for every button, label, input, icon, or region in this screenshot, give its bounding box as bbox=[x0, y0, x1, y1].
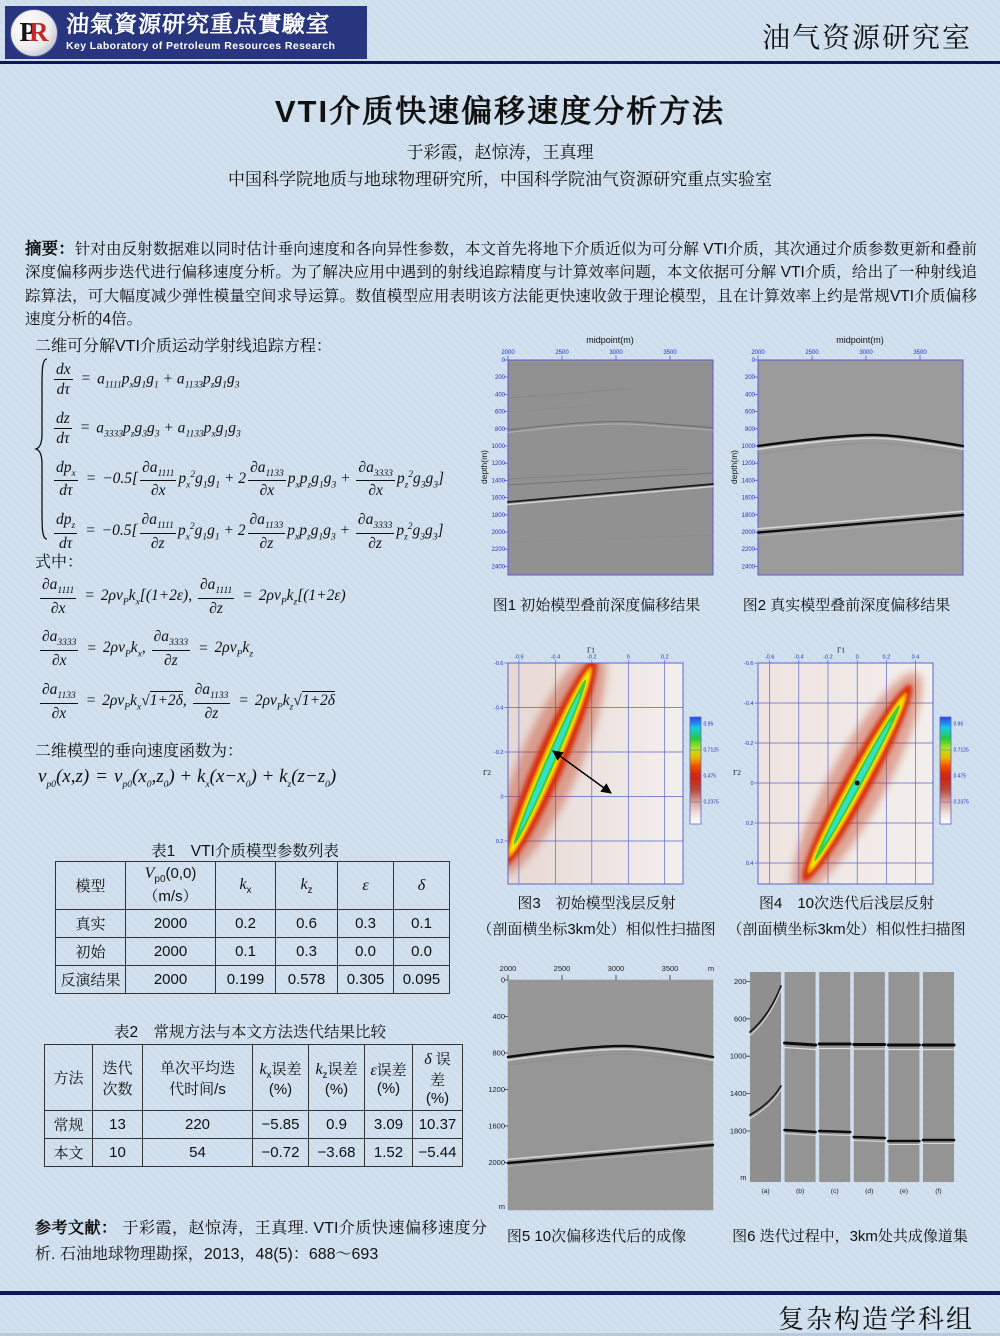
axis-tick-label: 3500 bbox=[661, 964, 679, 973]
table-cell: 本文 bbox=[45, 1139, 93, 1167]
fig1-seismic-image bbox=[508, 360, 713, 575]
table-cell: 0.0 bbox=[338, 938, 394, 966]
table-cell: 0.199 bbox=[216, 966, 276, 994]
axis-tick-label: -0.2 bbox=[587, 654, 597, 661]
axis-tick-label: 200 bbox=[744, 375, 755, 381]
figure-2-panel bbox=[728, 332, 965, 589]
table-cell: 0.1 bbox=[216, 938, 276, 966]
axis-tick-label: 3500 bbox=[913, 350, 927, 356]
axis-tick-label: 0.475 bbox=[953, 773, 967, 780]
fig6-gather-panels bbox=[750, 972, 954, 1182]
figure-4-caption: 图4 10次迭代后浅层反射 （剖面横坐标3km处）相似性扫描图 bbox=[727, 895, 966, 939]
axis-tick-label: 600 bbox=[733, 1014, 747, 1024]
axis-tick-label: 3000 bbox=[609, 350, 623, 356]
figure-6-panel bbox=[722, 960, 972, 1221]
axis-tick-label: 3500 bbox=[663, 350, 677, 356]
coeff-equation-3: $\frac{\partial a_{1133}}{\partial x}$ = $2\rho v_Pk_x√1+2\delta$, $\frac{\partial a_{1133}}{\partial z}$ = $2\rho v_Pk_z√1+2\delta$ bbox=[42, 680, 335, 722]
pr-logo-initials: PR bbox=[19, 17, 42, 47]
fig1-xtick-marks bbox=[508, 356, 670, 361]
table-row bbox=[45, 1111, 463, 1139]
ray-equation-heading: 二维可分解VTI介质运动学射线追踪方程： bbox=[35, 338, 332, 355]
axis-tick-label: 1600 bbox=[488, 1121, 505, 1131]
axis-tick-label: 1600 bbox=[491, 495, 505, 502]
fig2-xlabel: midpoint(m) bbox=[836, 335, 884, 345]
axis-tick-label: 2500 bbox=[555, 350, 569, 356]
axis-tick-label: 0 bbox=[500, 794, 504, 801]
table-cell: 220 bbox=[143, 1111, 253, 1139]
axis-tick-label: (e) bbox=[899, 1188, 909, 1195]
table-row bbox=[56, 966, 450, 994]
lab-name-english: Key Laboratory of Petroleum Resources Research bbox=[66, 40, 336, 53]
brace-icon bbox=[36, 357, 50, 541]
axis-tick-label: m bbox=[707, 964, 715, 973]
axis-tick-label: 1000 bbox=[729, 1051, 747, 1061]
coeff-equation-1: $\frac{\partial a_{1111}}{\partial x}$ = $2\rho v_Pk_x[(1+2\varepsilon)$, $\frac{\partial a_{1111}}{\partial z}$ = $2\rho v_Pk_z[(1+2\varepsilon)$ bbox=[42, 576, 346, 617]
axis-tick-label: 3000 bbox=[859, 350, 873, 356]
figure-4-panel bbox=[728, 644, 969, 894]
table1-caption: 表1 VTI介质模型参数列表 bbox=[151, 843, 339, 860]
table-header-cell: ε误差 (%) bbox=[365, 1045, 413, 1111]
axis-tick-label: (f) bbox=[935, 1188, 942, 1195]
fig2-seismic-image bbox=[758, 360, 963, 575]
abstract-text: 针对由反射数据难以同时估计垂向速度和各向异性参数，本文首先将地下介质近似为可分解 VTI介质，其次通过介质参数更新和叠前深度偏移两步迭代进行偏移速度分析。为了解决应用中遇到的射线追踪精度与计算效率问题，本文依据可分解 VTI介质，给出了一种射线追踪算法，可大幅度减少弹性模量空间求导运算。数值模型应用表明该方法能更快速收敛于理论模型，且在计算效率上约是常规VTI介质偏移速度分析的4倍。 bbox=[25, 240, 977, 328]
axis-tick-label: -0.4 bbox=[550, 654, 561, 661]
fig3-colorbar bbox=[690, 717, 701, 824]
fig4-center-dot bbox=[855, 781, 860, 786]
axis-tick-label: 800 bbox=[744, 426, 755, 433]
figure-2-caption: 图2 真实模型叠前深度偏移结果 bbox=[742, 597, 951, 614]
fig5-seismic-image bbox=[508, 980, 713, 1210]
axis-tick-label: 2000 bbox=[491, 530, 505, 536]
figure-5-caption: 图5 10次偏移迭代后的成像 bbox=[506, 1228, 687, 1245]
axis-tick-label: 0.2375 bbox=[953, 799, 969, 806]
axis-tick-label: 0.95 bbox=[953, 721, 964, 728]
table-cell: 常规 bbox=[45, 1111, 93, 1139]
table-cell: 10.37 bbox=[413, 1111, 463, 1139]
axis-tick-label: 0.4 bbox=[911, 654, 920, 661]
pr-logo-icon bbox=[10, 9, 58, 57]
fig5-ytick-marks bbox=[504, 980, 508, 1163]
fig4-xlabel: Γ1 bbox=[836, 645, 846, 655]
table-cell: 54 bbox=[143, 1139, 253, 1167]
axis-tick-label: 200 bbox=[494, 375, 505, 381]
table-header-cell: $k_z$ bbox=[276, 862, 338, 910]
department-name: 油气资源研究室 bbox=[761, 22, 972, 53]
axis-tick-label: 2000 bbox=[751, 350, 765, 356]
coeff-equation-2: $\frac{\partial a_{3333}}{\partial x}$ = $2\rho v_Pk_x$, $\frac{\partial a_{3333}}{\partial z}$ = $2\rho v_Pk_z$ bbox=[42, 628, 254, 670]
fig4-ytick-marks bbox=[755, 663, 759, 863]
table-header-cell: $k_z$误差 (%) bbox=[309, 1045, 365, 1111]
figure-3-caption: 图3 初始模型浅层反射 （剖面横坐标3km处）相似性扫描图 bbox=[477, 895, 716, 939]
axis-tick-label: -0.6 bbox=[764, 654, 775, 661]
table-cell: 0.095 bbox=[394, 966, 450, 994]
axis-tick-label: m bbox=[498, 1202, 505, 1211]
figure-6-caption: 图6 迭代过程中，3km处共成像道集 bbox=[732, 1228, 968, 1245]
fig4-colorbar bbox=[940, 717, 951, 824]
ray-equation-block bbox=[52, 351, 472, 562]
table2-head bbox=[45, 1045, 463, 1111]
axis-tick-label: 2400 bbox=[491, 564, 505, 571]
table-row bbox=[56, 910, 450, 938]
lab-logo-text bbox=[65, 10, 336, 53]
table-cell: 10 bbox=[93, 1139, 143, 1167]
axis-tick-label: 2500 bbox=[553, 964, 571, 973]
figure-1-caption: 图1 初始模型叠前深度偏移结果 bbox=[492, 597, 701, 614]
table-cell: 0.9 bbox=[309, 1111, 365, 1139]
axis-tick-label: 1400 bbox=[741, 478, 755, 485]
axis-tick-label: m bbox=[740, 1173, 747, 1182]
authors-line: 于彩霞，赵惊涛，王真理 bbox=[406, 143, 594, 162]
coeff-equation-block bbox=[38, 566, 468, 732]
axis-tick-label: (a) bbox=[761, 1188, 770, 1195]
table-cell: 2000 bbox=[126, 938, 216, 966]
axis-tick-label: 800 bbox=[492, 1048, 505, 1058]
axis-tick-label: 1800 bbox=[741, 512, 755, 519]
axis-tick-label: 3000 bbox=[607, 964, 625, 973]
axis-tick-label: -0.2 bbox=[744, 740, 754, 747]
fig1-xlabel: midpoint(m) bbox=[586, 335, 634, 345]
ray-equation-4: $dp_z$ dτ = −0.5[ $\frac{\partial a_{1111}}{\partial z}$ $p_x^2g_1g_1 + 2$ $\frac{\partial a_{1133}}{\partial z}$ $p_xp_zg_1g_3$ + $\frac{\partial a_{3333}}{\partial z}$ $p_z^2g_3g_3$] bbox=[56, 510, 444, 552]
table-cell: −5.85 bbox=[253, 1111, 309, 1139]
axis-tick-label: 0 bbox=[500, 975, 505, 985]
fig2-xtick-marks bbox=[758, 356, 920, 361]
table-cell: 0.2 bbox=[216, 910, 276, 938]
axis-tick-label: 400 bbox=[744, 392, 755, 399]
abstract-label: 摘要： bbox=[25, 239, 75, 258]
table-header-cell: $k_x$ bbox=[216, 862, 276, 910]
table-cell: 0.3 bbox=[276, 938, 338, 966]
axis-tick-label: 0 bbox=[626, 654, 630, 661]
axis-tick-label: 2000 bbox=[488, 1158, 505, 1168]
axis-tick-label: 1200 bbox=[488, 1085, 505, 1095]
table-cell: 0.0 bbox=[394, 938, 450, 966]
axis-tick-label: 0.7125 bbox=[703, 747, 719, 754]
ray-equation-2: $\frac{dz}{d\tau}$ = $a_{3333}p_zg_3g_3 + a_{1133}p_xg_1g_3$ bbox=[56, 409, 241, 448]
axis-tick-label: 1800 bbox=[491, 512, 505, 519]
table-header-cell: 模型 bbox=[56, 862, 126, 910]
table-header-cell: ε bbox=[338, 862, 394, 910]
axis-tick-label: 1800 bbox=[729, 1126, 747, 1136]
table-cell: −3.68 bbox=[309, 1139, 365, 1167]
fig2-ylabel: depth(m) bbox=[729, 449, 739, 485]
figure-1-panel bbox=[478, 332, 715, 589]
table-cell: 0.6 bbox=[276, 910, 338, 938]
fig1-ylabel: depth(m) bbox=[479, 449, 489, 485]
velocity-heading: 二维模型的垂向速度函数为： bbox=[35, 743, 244, 760]
axis-tick-label: 0.2 bbox=[882, 654, 891, 661]
table-cell: 2000 bbox=[126, 910, 216, 938]
velocity-equation: $v_{p0}(x,z) = v_{p0}(x_0,z_0) + k_x(x-x_0) + k_z(z-z_0)$ bbox=[38, 766, 337, 790]
axis-tick-label: 2200 bbox=[741, 547, 755, 554]
axis-tick-label: 0.475 bbox=[703, 773, 717, 780]
table-cell: 3.09 bbox=[365, 1111, 413, 1139]
axis-tick-label: 2000 bbox=[741, 530, 755, 536]
table-header-cell: $k_x$误差 (%) bbox=[253, 1045, 309, 1111]
poster-title: VTI介质快速偏移速度分析方法 bbox=[274, 94, 726, 129]
table-cell: 13 bbox=[93, 1111, 143, 1139]
axis-tick-label: 0.2375 bbox=[703, 799, 719, 806]
axis-tick-label: 2200 bbox=[491, 547, 505, 554]
references-text: 于彩霞，赵惊涛，王真理. VTI介质快速偏移速度分析. 石油地球物理勘探，2013，48(5)：688～693 bbox=[35, 1220, 487, 1263]
table1-model-parameters bbox=[55, 861, 450, 994]
lab-name-chinese: 油氣資源研究重点實驗室 bbox=[65, 10, 331, 38]
axis-tick-label: -0.6 bbox=[744, 660, 754, 667]
table-cell: 1.52 bbox=[365, 1139, 413, 1167]
axis-tick-label: 0.2 bbox=[745, 820, 754, 827]
axis-tick-label: 400 bbox=[494, 392, 505, 399]
axis-tick-label: 0 bbox=[750, 780, 754, 787]
axis-tick-label: 0.4 bbox=[745, 860, 754, 867]
axis-tick-label: 2000 bbox=[501, 350, 515, 356]
table-cell: −5.44 bbox=[413, 1139, 463, 1167]
axis-tick-label: 2000 bbox=[499, 964, 517, 973]
table-header-cell: $V_{p0}(0,0)$ （m/s） bbox=[126, 862, 216, 910]
axis-tick-label: 1600 bbox=[741, 495, 755, 502]
axis-tick-label: 2500 bbox=[805, 350, 819, 356]
ray-equation-3: $dp_x$ dτ = −0.5[ $\frac{\partial a_{1111}}{\partial x}$ $p_x^2g_1g_1 + 2$ $\frac{\partial a_{1133}}{\partial x}$ $p_xp_zg_1g_3$ + $\frac{\partial a_{3333}}{\partial x}$ $p_z^2g_3g_3$] bbox=[56, 458, 445, 500]
fig4-ylabel: Γ2 bbox=[732, 768, 742, 777]
table-cell: −0.72 bbox=[253, 1139, 309, 1167]
axis-tick-label: (d) bbox=[865, 1188, 874, 1195]
axis-tick-label: 1000 bbox=[491, 444, 505, 450]
figure-3-panel bbox=[478, 644, 719, 894]
table-cell: 反演结果 bbox=[56, 966, 126, 994]
footer-divider bbox=[0, 1291, 1000, 1295]
references-label: 参考文献： bbox=[35, 1220, 118, 1237]
axis-tick-label: 1400 bbox=[729, 1089, 747, 1099]
table1-head bbox=[56, 862, 450, 910]
axis-tick-label: 0 bbox=[751, 358, 755, 364]
axis-tick-label: 0.95 bbox=[703, 721, 714, 728]
table1-body bbox=[56, 910, 450, 994]
table-cell: 2000 bbox=[126, 966, 216, 994]
axis-tick-label: -0.4 bbox=[744, 700, 754, 707]
axis-tick-label: 1000 bbox=[741, 444, 755, 450]
axis-tick-label: -0.6 bbox=[514, 654, 524, 661]
ray-equation-1: $\frac{dx}{d\tau}$ = $a_{1111}p_xg_1g_1 + a_{1133}p_zg_1g_3$ bbox=[56, 361, 240, 399]
table-header-cell: δ bbox=[394, 862, 450, 910]
table2-iteration-comparison bbox=[44, 1044, 463, 1167]
lab-logo-banner bbox=[5, 6, 367, 59]
table-cell: 真实 bbox=[56, 910, 126, 938]
axis-tick-label: 600 bbox=[744, 409, 755, 416]
axis-tick-label: 800 bbox=[494, 426, 505, 433]
axis-tick-label: 200 bbox=[733, 976, 747, 986]
axis-tick-label: -0.4 bbox=[494, 705, 504, 712]
table-cell: 0.305 bbox=[338, 966, 394, 994]
axis-tick-label: -0.6 bbox=[494, 660, 504, 667]
axis-tick-label: 0 bbox=[501, 358, 505, 364]
axis-tick-label: 600 bbox=[494, 409, 505, 416]
references-paragraph bbox=[35, 1216, 487, 1267]
table-cell: 0.3 bbox=[338, 910, 394, 938]
axis-tick-label: -0.2 bbox=[823, 654, 833, 661]
table2-caption: 表2 常规方法与本文方法迭代结果比较 bbox=[113, 1024, 387, 1041]
affiliation-line: 中国科学院地质与地球物理研究所，中国科学院油气资源研究重点实验室 bbox=[228, 170, 772, 189]
table-cell: 0.578 bbox=[276, 966, 338, 994]
axis-tick-label: 0.2 bbox=[660, 654, 669, 661]
axis-tick-label: (c) bbox=[830, 1188, 839, 1195]
table-header-cell: δ 误差 (%) bbox=[413, 1045, 463, 1111]
axis-tick-label: 1200 bbox=[491, 461, 505, 468]
table-row bbox=[56, 938, 450, 966]
axis-tick-label: 2400 bbox=[741, 564, 755, 571]
fig5-xtick-marks bbox=[508, 975, 670, 980]
axis-tick-label: 0 bbox=[855, 654, 859, 661]
axis-tick-label: -0.4 bbox=[794, 654, 804, 661]
figure-5-panel bbox=[478, 960, 715, 1221]
axis-tick-label: 0.2 bbox=[495, 838, 504, 845]
coeff-heading: 式中： bbox=[35, 554, 84, 571]
axis-tick-label: (b) bbox=[795, 1188, 805, 1195]
fig3-ylabel: Γ2 bbox=[482, 768, 492, 777]
header-divider bbox=[0, 61, 1000, 64]
axis-tick-label: 400 bbox=[492, 1012, 505, 1021]
fig6-ytick-marks bbox=[746, 981, 750, 1131]
table-row bbox=[45, 1139, 463, 1167]
footer-group-name: 复杂构造学科组 bbox=[777, 1304, 974, 1334]
fig3-ytick-marks bbox=[505, 663, 509, 841]
fig3-xlabel: Γ1 bbox=[586, 645, 596, 655]
axis-tick-label: 1400 bbox=[491, 478, 505, 485]
table-header-cell: 迭代 次数 bbox=[93, 1045, 143, 1111]
abstract-paragraph bbox=[25, 237, 977, 332]
table-header-cell: 方法 bbox=[45, 1045, 93, 1111]
axis-tick-label: 0.7125 bbox=[953, 747, 969, 754]
table-cell: 初始 bbox=[56, 938, 126, 966]
table-cell: 0.1 bbox=[394, 910, 450, 938]
axis-tick-label: 1200 bbox=[741, 461, 755, 468]
table2-body bbox=[45, 1111, 463, 1167]
table-header-cell: 单次平均迭 代时间/s bbox=[143, 1045, 253, 1111]
axis-tick-label: -0.2 bbox=[494, 749, 504, 756]
